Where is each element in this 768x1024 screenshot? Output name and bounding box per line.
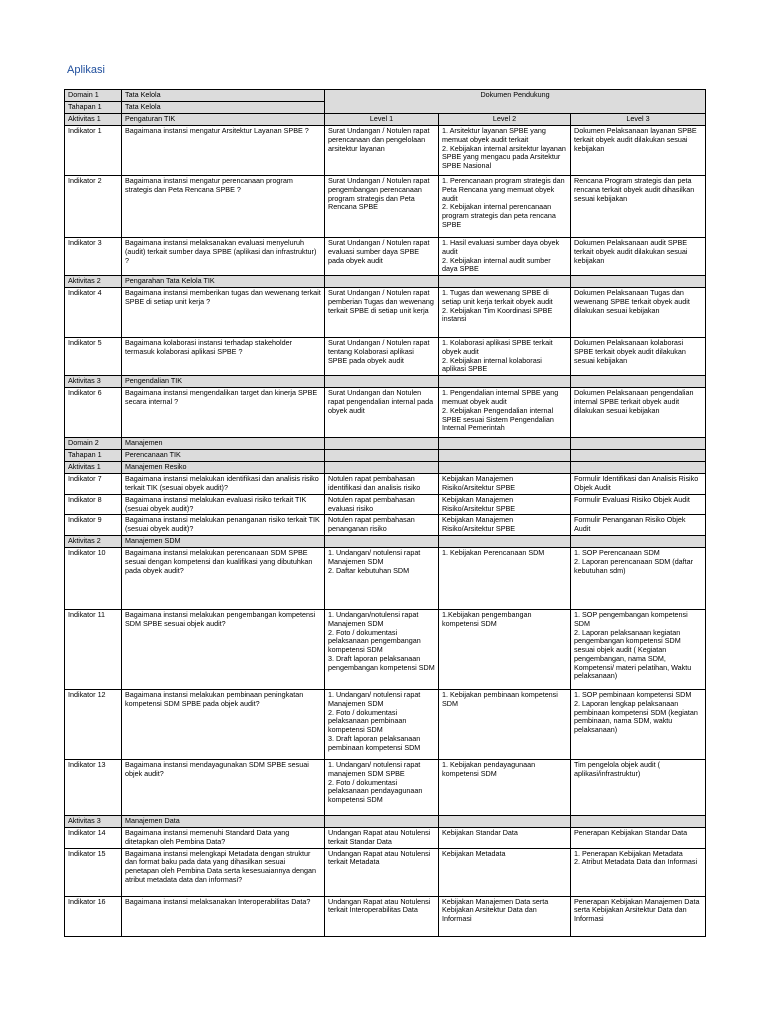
level-2-cell: 1. Kebijakan Perencanaan SDM bbox=[439, 547, 571, 609]
level-3-cell: Dokumen Pelaksanaan pengendalian internal SPBE terkait obyek audit dilakukan sesuai kebijakan bbox=[571, 388, 706, 438]
indicator-question: Bagaimana instansi melakukan penanganan risiko terkait TIK (sesuai obyek audit)? bbox=[122, 515, 325, 536]
section-row bbox=[65, 815, 706, 827]
level-2-cell: 1. Kolaborasi aplikasi SPBE terkait obyek audit 2. Kebijakan internal kolaborasi aplikasi SPBE bbox=[439, 338, 571, 376]
level-2-cell: 1. Kebijakan pembinaan kompetensi SDM bbox=[439, 689, 571, 759]
indicator-row bbox=[65, 494, 706, 515]
indicator-row bbox=[65, 609, 706, 689]
indicator-row bbox=[65, 388, 706, 438]
tahapan-value: Tata Kelola bbox=[122, 102, 325, 114]
indicator-question: Bagaimana instansi memenuhi Standard Data yang ditetapkan oleh Pembina Data? bbox=[122, 827, 325, 848]
indicator-label: Indikator 14 bbox=[65, 827, 122, 848]
aktivitas-label: Aktivitas 1 bbox=[65, 114, 122, 126]
section-label: Aktivitas 1 bbox=[65, 462, 122, 474]
level-3-cell: Penerapan Kebijakan Standar Data bbox=[571, 827, 706, 848]
level-2-cell: Kebijakan Manajemen Risiko/Arsitektur SPBE bbox=[439, 515, 571, 536]
empty-cell bbox=[439, 276, 571, 288]
empty-cell bbox=[325, 535, 439, 547]
indicator-label: Indikator 3 bbox=[65, 238, 122, 276]
level-2-cell: Kebijakan Manajemen Data serta Kebijakan Arsitektur Data dan Informasi bbox=[439, 896, 571, 936]
level-1-cell: 1. Undangan/notulensi rapat Manajemen SDM 2. Foto / dokumentasi pelaksanaan pengembangan kompetensi SDM 3. Draft laporan pelaksanaan pengembangan kompetensi SDM bbox=[325, 609, 439, 689]
indicator-question: Bagaimana instansi melakukan identifikasi dan analisis risiko terkait TIK (sesuai obyek audit)? bbox=[122, 474, 325, 495]
indicator-row bbox=[65, 759, 706, 815]
level-2-cell: 1. Kebijakan pendayagunaan kompetensi SDM bbox=[439, 759, 571, 815]
indicator-row bbox=[65, 474, 706, 495]
indicator-question: Bagaimana kolaborasi instansi terhadap stakeholder termasuk kolaborasi aplikasi SPBE ? bbox=[122, 338, 325, 376]
section-title: Manajemen bbox=[122, 438, 325, 450]
empty-cell bbox=[325, 438, 439, 450]
section-title: Manajemen Resiko bbox=[122, 462, 325, 474]
level-1-cell: Surat Undangan dan Notulen rapat pengendalian internal pada obyek audit bbox=[325, 388, 439, 438]
level-1-cell: 1. Undangan/ notulensi rapat Manajemen SDM 2. Daftar kebutuhan SDM bbox=[325, 547, 439, 609]
section-label: Tahapan 1 bbox=[65, 450, 122, 462]
level-3-cell: Formulir Penanganan Risiko Objek Audit bbox=[571, 515, 706, 536]
section-label: Aktivitas 2 bbox=[65, 535, 122, 547]
level-3-cell: 1. SOP pengembangan kompetensi SDM 2. Laporan pelaksanaan kegiatan pengembangan kompetensi SDM sesuai objek audit ( Kegiatan pengembangan, nama SDM, Kompetensi/ materi pelatihan, Waktu pelaksanaan) bbox=[571, 609, 706, 689]
level-3-cell: Dokumen Pelaksanaan Tugas dan wewenang SPBE terkait obyek audit dilakukan sesuai kebijakan bbox=[571, 288, 706, 338]
level-2-cell: 1. Arsitektur layanan SPBE yang memuat obyek audit terkait 2. Kebijakan internal arsitektur layanan SPBE yang mengacu pada Arsitektur SPBE Nasional bbox=[439, 126, 571, 176]
indicator-label: Indikator 1 bbox=[65, 126, 122, 176]
level-3-cell: Formulir Evaluasi Risiko Objek Audit bbox=[571, 494, 706, 515]
section-row bbox=[65, 438, 706, 450]
indicator-question: Bagaimana instansi mengatur Arsitektur Layanan SPBE ? bbox=[122, 126, 325, 176]
empty-cell bbox=[571, 276, 706, 288]
indicator-question: Bagaimana instansi melakukan perencanaan SDM SPBE sesuai dengan kompetensi dan kualifikasi yang dibutuhkan pada obyek audit? bbox=[122, 547, 325, 609]
empty-cell bbox=[439, 438, 571, 450]
indicator-label: Indikator 5 bbox=[65, 338, 122, 376]
section-label: Domain 2 bbox=[65, 438, 122, 450]
section-title: Pengendalian TIK bbox=[122, 376, 325, 388]
section-row bbox=[65, 376, 706, 388]
indicator-label: Indikator 15 bbox=[65, 848, 122, 896]
header-row-domain bbox=[65, 90, 706, 102]
level-2-cell: Kebijakan Standar Data bbox=[439, 827, 571, 848]
section-title: Pengarahan Tata Kelola TIK bbox=[122, 276, 325, 288]
level-1-cell: Surat Undangan / Notulen rapat pengembangan perencanaan program strategis dan Peta Rencana SPBE bbox=[325, 176, 439, 238]
indicator-label: Indikator 9 bbox=[65, 515, 122, 536]
section-label: Aktivitas 3 bbox=[65, 376, 122, 388]
indicator-row bbox=[65, 515, 706, 536]
indicator-label: Indikator 7 bbox=[65, 474, 122, 495]
level-2-cell: 1. Pengendalian internal SPBE yang memuat obyek audit 2. Kebijakan Pengendalian internal SPBE sesuai Sistem Pengendalian Internal Pemerintah bbox=[439, 388, 571, 438]
indicator-row bbox=[65, 338, 706, 376]
empty-cell bbox=[571, 815, 706, 827]
level-1-cell: Notulen rapat pembahasan identifikasi dan analisis risiko bbox=[325, 474, 439, 495]
indicator-question: Bagaimana instansi melaksanakan evaluasi menyeluruh (audit) terkait sumber daya SPBE (aplikasi dan infrastruktur) ? bbox=[122, 238, 325, 276]
level-2-cell: Kebijakan Metadata bbox=[439, 848, 571, 896]
indicator-question: Bagaimana instansi melakukan evaluasi risiko terkait TIK (sesuai obyek audit)? bbox=[122, 494, 325, 515]
indicator-row bbox=[65, 238, 706, 276]
empty-cell bbox=[325, 376, 439, 388]
section-row bbox=[65, 462, 706, 474]
empty-cell bbox=[571, 535, 706, 547]
level-3-cell: 1. Penerapan Kebijakan Metadata 2. Atribut Metadata Data dan Informasi bbox=[571, 848, 706, 896]
level-1-cell: Undangan Rapat atau Notulensi terkait Metadata bbox=[325, 848, 439, 896]
indicator-question: Bagaimana instansi memberikan tugas dan wewenang terkait SPBE di setiap unit kerja ? bbox=[122, 288, 325, 338]
aktivitas-value: Pengaturan TIK bbox=[122, 114, 325, 126]
level-2-cell: 1. Perencanaan program strategis dan Peta Rencana yang memuat obyek audit 2. Kebijakan internal perencanaan program strategis dan peta rencana SPBE bbox=[439, 176, 571, 238]
level-3-cell: Dokumen Pelaksanaan layanan SPBE terkait obyek audit dilakukan sesuai kebijakan bbox=[571, 126, 706, 176]
indicator-label: Indikator 16 bbox=[65, 896, 122, 936]
level-2-cell: Kebijakan Manajemen Risiko/Arsitektur SPBE bbox=[439, 474, 571, 495]
level-3-cell: Rencana Program strategis dan peta rencana terkait obyek audit dihasilkan sesuai kebijakan bbox=[571, 176, 706, 238]
level-3-cell: 1. SOP Perencanaan SDM 2. Laporan perencanaan SDM (daftar kebutuhan sdm) bbox=[571, 547, 706, 609]
section-title: Manajemen SDM bbox=[122, 535, 325, 547]
empty-cell bbox=[325, 276, 439, 288]
empty-cell bbox=[571, 376, 706, 388]
empty-cell bbox=[571, 438, 706, 450]
indicator-row bbox=[65, 126, 706, 176]
indicator-question: Bagaimana instansi melakukan pengembangan kompetensi SDM SPBE sesuai objek audit? bbox=[122, 609, 325, 689]
domain-value: Tata Kelola bbox=[122, 90, 325, 102]
indicator-question: Bagaimana instansi mengatur perencanaan program strategis dan Peta Rencana SPBE ? bbox=[122, 176, 325, 238]
level-1-cell: Notulen rapat pembahasan penanganan risiko bbox=[325, 515, 439, 536]
level-3-cell: Penerapan Kebijakan Manajemen Data serta Kebijakan Arsitektur Data dan Informasi bbox=[571, 896, 706, 936]
empty-cell bbox=[439, 450, 571, 462]
indicator-label: Indikator 13 bbox=[65, 759, 122, 815]
level-1-header: Level 1 bbox=[325, 114, 439, 126]
indicator-label: Indikator 4 bbox=[65, 288, 122, 338]
level-3-cell: 1. SOP pembinaan kompetensi SDM 2. Laporan lengkap pelaksanaan pembinaan kompetensi SDM (kegiatan pembinaan, nama SDM, waktu pelaksanaan) bbox=[571, 689, 706, 759]
indicator-label: Indikator 10 bbox=[65, 547, 122, 609]
level-2-cell: 1.Kebijakan pengembangan kompetensi SDM bbox=[439, 609, 571, 689]
tahapan-label: Tahapan 1 bbox=[65, 102, 122, 114]
section-label: Aktivitas 3 bbox=[65, 815, 122, 827]
section-label: Aktivitas 2 bbox=[65, 276, 122, 288]
section-row bbox=[65, 535, 706, 547]
empty-cell bbox=[439, 815, 571, 827]
indicator-label: Indikator 8 bbox=[65, 494, 122, 515]
empty-cell bbox=[571, 462, 706, 474]
indicator-row bbox=[65, 689, 706, 759]
header-row-aktivitas bbox=[65, 114, 706, 126]
dokumen-pendukung-header: Dokumen Pendukung bbox=[325, 90, 706, 114]
level-1-cell: Surat Undangan / Notulen rapat evaluasi sumber daya SPBE pada obyek audit bbox=[325, 238, 439, 276]
level-2-header: Level 2 bbox=[439, 114, 571, 126]
indicator-row bbox=[65, 896, 706, 936]
section-title: Perencanaan TIK bbox=[122, 450, 325, 462]
level-3-cell: Formulir Identifikasi dan Analisis Risiko Objek Audit bbox=[571, 474, 706, 495]
indicator-row bbox=[65, 827, 706, 848]
indicator-row bbox=[65, 176, 706, 238]
level-1-cell: Notulen rapat pembahasan evaluasi risiko bbox=[325, 494, 439, 515]
level-2-cell: Kebijakan Manajemen Risiko/Arsitektur SPBE bbox=[439, 494, 571, 515]
indicator-question: Bagaimana instansi melaksanakan Interoperabilitas Data? bbox=[122, 896, 325, 936]
indicator-question: Bagaimana instansi melengkapi Metadata dengan struktur dan format baku pada data yang dihasilkan sesuai penetapan oleh Pembina Data serta kesesuaiannya dengan atribut metadata data dan informasi? bbox=[122, 848, 325, 896]
level-1-cell: Surat Undangan / Notulen rapat perencanaan dan pengelolaan arsitektur layanan bbox=[325, 126, 439, 176]
level-1-cell: Undangan Rapat atau Notulensi terkait Interoperabilitas Data bbox=[325, 896, 439, 936]
page-title: Aplikasi bbox=[67, 64, 105, 76]
indicator-row bbox=[65, 288, 706, 338]
indicator-row bbox=[65, 848, 706, 896]
indicator-label: Indikator 2 bbox=[65, 176, 122, 238]
level-2-cell: 1. Hasil evaluasi sumber daya obyek audit 2. Kebijakan internal audit sumber daya SPBE bbox=[439, 238, 571, 276]
indicator-row bbox=[65, 547, 706, 609]
level-3-cell: Tim pengelola objek audit ( aplikasi/infrastruktur) bbox=[571, 759, 706, 815]
audit-indicator-table bbox=[64, 89, 706, 937]
empty-cell bbox=[325, 815, 439, 827]
domain-label: Domain 1 bbox=[65, 90, 122, 102]
level-2-cell: 1. Tugas dan wewenang SPBE di setiap unit kerja terkait obyek audit 2. Kebijakan Tim Koordinasi SPBE instansi bbox=[439, 288, 571, 338]
section-title: Manajemen Data bbox=[122, 815, 325, 827]
empty-cell bbox=[325, 450, 439, 462]
empty-cell bbox=[439, 462, 571, 474]
level-1-cell: 1. Undangan/ notulensi rapat manajemen SDM SPBE 2. Foto / dokumentasi pelaksanaan pendayagunaan kompetensi SDM bbox=[325, 759, 439, 815]
indicator-question: Bagaimana instansi mengendalikan target dan kinerja SPBE secara internal ? bbox=[122, 388, 325, 438]
level-3-header: Level 3 bbox=[571, 114, 706, 126]
level-3-cell: Dokumen Pelaksanaan kolaborasi SPBE terkait obyek audit dilakukan sesuai kebijakan bbox=[571, 338, 706, 376]
empty-cell bbox=[325, 462, 439, 474]
section-row bbox=[65, 276, 706, 288]
empty-cell bbox=[439, 535, 571, 547]
level-1-cell: 1. Undangan/ notulensi rapat Manajemen SDM 2. Foto / dokumentasi pelaksanaan pembinaan kompetensi SDM 3. Draft laporan pelaksanaan pembinaan kompetensi SDM bbox=[325, 689, 439, 759]
indicator-question: Bagaimana instansi mendayagunakan SDM SPBE sesuai objek audit? bbox=[122, 759, 325, 815]
empty-cell bbox=[571, 450, 706, 462]
indicator-label: Indikator 12 bbox=[65, 689, 122, 759]
section-row bbox=[65, 450, 706, 462]
empty-cell bbox=[439, 376, 571, 388]
level-3-cell: Dokumen Pelaksanaan audit SPBE terkait obyek audit dilakukan sesuai kebijakan bbox=[571, 238, 706, 276]
level-1-cell: Surat Undangan / Notulen rapat pemberian Tugas dan wewenang terkait SPBE di setiap unit kerja bbox=[325, 288, 439, 338]
level-1-cell: Surat Undangan / Notulen rapat tentang Kolaborasi aplikasi SPBE pada obyek audit bbox=[325, 338, 439, 376]
level-1-cell: Undangan Rapat atau Notulensi terkait Standar Data bbox=[325, 827, 439, 848]
indicator-label: Indikator 6 bbox=[65, 388, 122, 438]
indicator-label: Indikator 11 bbox=[65, 609, 122, 689]
indicator-question: Bagaimana instansi melakukan pembinaan peningkatan kompetensi SDM SPBE pada objek audit? bbox=[122, 689, 325, 759]
